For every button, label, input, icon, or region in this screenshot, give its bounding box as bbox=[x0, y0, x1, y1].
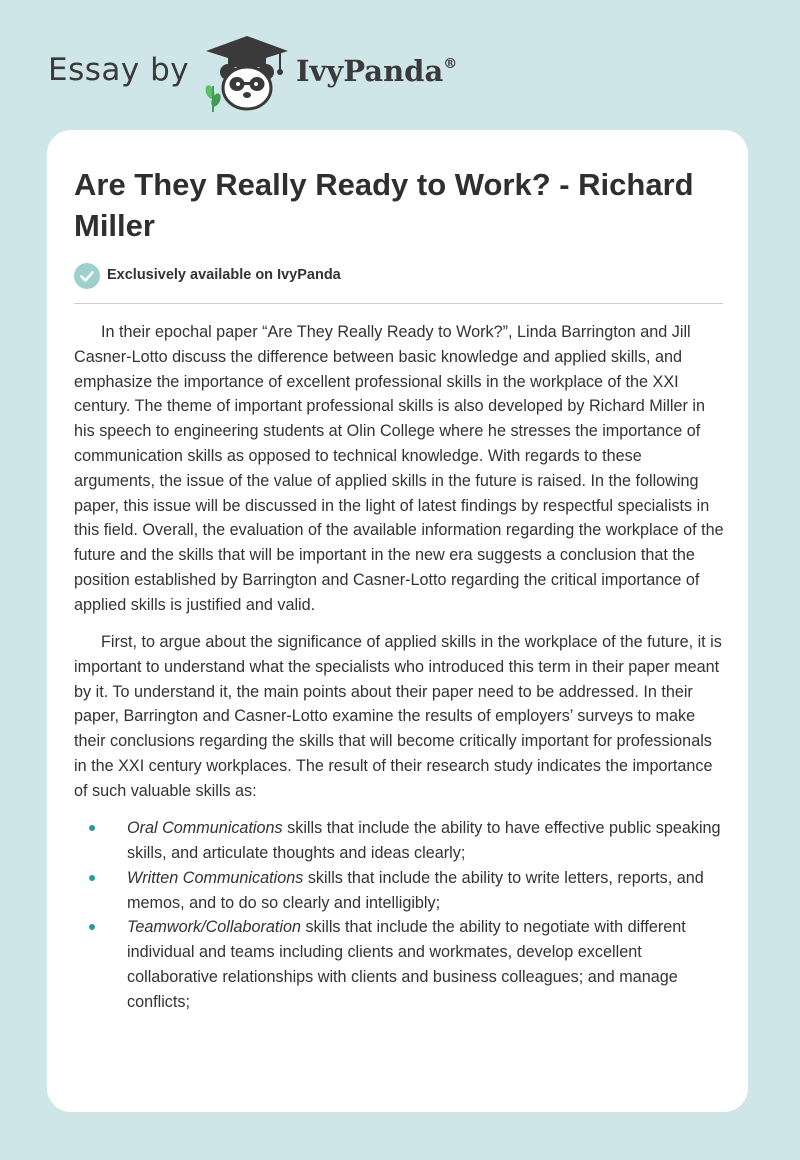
bullet-icon bbox=[89, 875, 95, 881]
skill-term: Written Communications bbox=[127, 868, 304, 887]
checkmark-icon bbox=[74, 263, 100, 289]
skill-description: skills that include the ability to write letters, reports, and memos, and to do so clearly and intelligibly; bbox=[127, 868, 704, 912]
essay-body bbox=[74, 320, 724, 1015]
panda-graduate-icon bbox=[200, 34, 295, 114]
divider bbox=[74, 303, 723, 304]
skill-description: skills that include the ability to negotiate with different individual and teams including clients and workmates, develop excellent collaborative relationships with clients and business colleagues; and manage conflicts; bbox=[127, 918, 686, 1011]
skills-list bbox=[74, 816, 724, 1014]
exclusive-label: Exclusively available on IvyPanda bbox=[107, 267, 341, 283]
brand-name[interactable]: IvyPanda® bbox=[296, 54, 458, 88]
skill-term: Oral Communications bbox=[127, 819, 283, 838]
trademark-mark: ® bbox=[443, 56, 458, 72]
bullet-icon bbox=[89, 825, 95, 831]
essay-card bbox=[47, 130, 748, 1112]
paragraph: First, to argue about the significance of applied skills in the workplace of the future, it is important to understand what the specialists who introduced this term in their paper meant by it. To understand it, the main points about their paper need to be addressed. In their paper, Barrington and Casner-Lotto examine the results of employers’ surveys to make their conclusions regarding the skills that will become critically important for professionals in the XXI century workplaces. The result of their research study indicates the importance of such valuable skills as: bbox=[74, 633, 722, 800]
bullet-icon bbox=[89, 924, 95, 930]
list-item bbox=[74, 816, 724, 866]
list-item bbox=[74, 915, 724, 1014]
site-header bbox=[48, 30, 548, 120]
list-item bbox=[74, 866, 724, 916]
essay-by-label: Essay by bbox=[48, 52, 190, 88]
skill-term: Teamwork/Collaboration bbox=[127, 918, 301, 937]
skill-description: skills that include the ability to have effective public speaking skills, and articulate thoughts and ideas clearly; bbox=[127, 819, 721, 862]
paragraph: In their epochal paper “Are They Really Ready to Work?”, Linda Barrington and Jill Casner-Lotto discuss the difference between basic knowledge and applied skills, and emphasize the importance of excellent professional skills in the workplace of the XXI century. The theme of important professional skills is also developed by Richard Miller in his speech to engineering students at Olin College where he stresses the importance of communication skills as opposed to technical knowledge. With regards to these arguments, the issue of the value of applied skills in the future is raised. In the following paper, this issue will be discussed in the light of latest findings by respectful specialists in this field. Overall, the evaluation of the available information regarding the workplace of the future and the skills that will be important in the new era suggests a conclusion that the position established by Barrington and Casner-Lotto regarding the critical importance of applied skills is justified and valid. bbox=[74, 323, 724, 614]
page-title: Are They Really Ready to Work? - Richard Miller bbox=[74, 167, 694, 243]
